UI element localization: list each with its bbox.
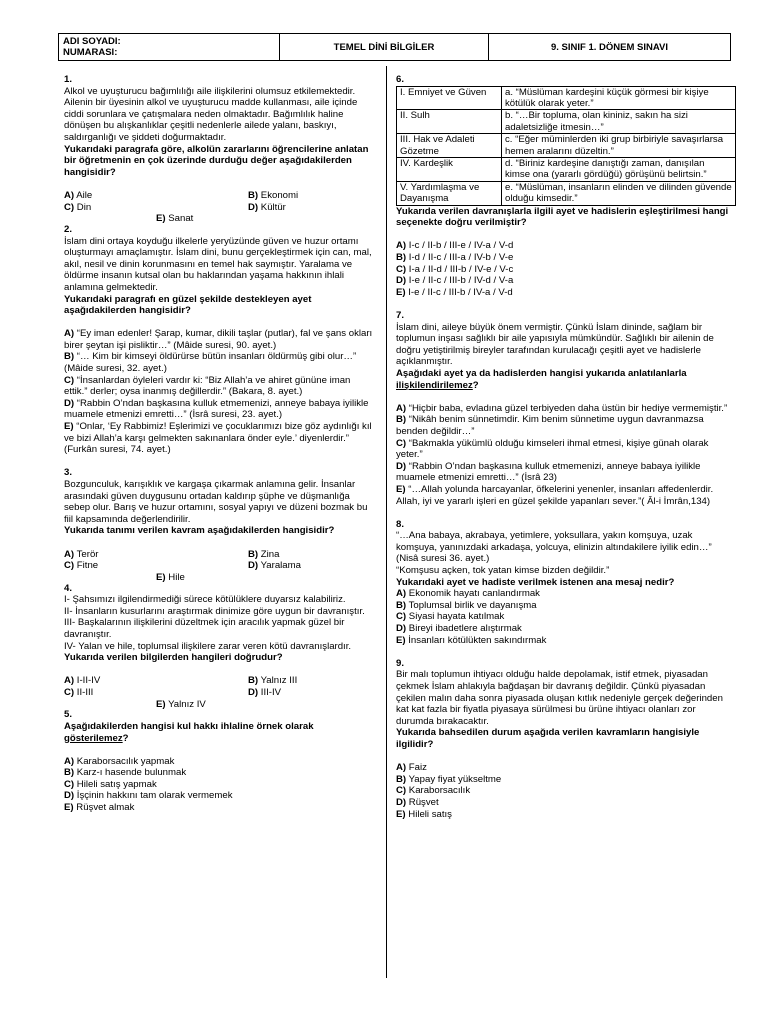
- option-c[interactable]: C) “Bakmakla yükümlü olduğu kimseleri ihmal etmesi, kişiye günah olarak yeter.”: [396, 437, 709, 461]
- option-e[interactable]: E) Rüşvet almak: [64, 802, 135, 814]
- table-cell: e. “Müslüman, insanların elinden ve dilinden güvende olduğu kimsedir.”: [502, 181, 736, 205]
- option-c[interactable]: C) I-a / II-d / III-b / IV-e / V-c: [396, 263, 514, 275]
- option-d[interactable]: D) Rüşvet: [396, 796, 439, 808]
- question-number: 6.: [396, 74, 405, 85]
- option-a[interactable]: A) Aile: [64, 189, 93, 201]
- option-b[interactable]: B) “Nikâh benim sünnetimdir. Kim benim sünnetime uygun davranmazsa benden değildir…”: [396, 414, 704, 437]
- option-b[interactable]: B) Karz-ı hasende bulunmak: [64, 767, 187, 779]
- question-3: [64, 467, 376, 582]
- exam-header: [58, 33, 731, 61]
- option-b[interactable]: B) Zina: [248, 548, 280, 560]
- statement-4: IV- Yalan ve hile, toplumsal ilişkilere zarar veren kötü davranışlardır.: [64, 640, 352, 652]
- right-column: [396, 74, 736, 820]
- table-cell: I. Emniyet ve Güven: [397, 86, 502, 110]
- question-prompt: Yukarıdaki paragrafa göre, alkolün zararlarını öğrencilerine anlatan bir öğretmenin en çok üzerinde durduğu değer aşağıdakilerden hangisidir?: [64, 143, 369, 178]
- option-c[interactable]: C) II-III: [64, 686, 94, 698]
- table-cell: a. “Müslüman kardeşini küçük görmesi bir kişiye kötülük olarak yeter.”: [502, 86, 736, 110]
- option-b[interactable]: B) Toplumsal birlik ve dayanışma: [396, 599, 537, 611]
- question-prompt: Yukarıda verilen davranışlarla ilgili ayet ve hadislerin eşleştirilmesi hangi seçenekte doğru verilmiştir?: [396, 205, 729, 229]
- option-c[interactable]: C) Din: [64, 201, 92, 213]
- table-cell: b. “…Bir topluma, olan kininiz, sakın ha sizi adaletsizliğe itmesin…”: [502, 110, 736, 134]
- table-row: [397, 110, 736, 134]
- question-prompt: Aşağıdaki ayet ya da hadislerden hangisi yukarıda anlatılanlarla ilişkilendirilemez?: [396, 367, 687, 391]
- option-d[interactable]: D) III-IV: [248, 686, 282, 698]
- table-cell: III. Hak ve Adaleti Gözetme: [397, 134, 502, 158]
- option-a[interactable]: A) “Hiçbir baba, evladına güzel terbiyeden daha üstün bir hediye vermemiştir.”: [396, 402, 728, 414]
- name-label: ADI SOYADI:: [63, 36, 121, 47]
- column-divider: [386, 66, 387, 978]
- option-a[interactable]: A) Terör: [64, 548, 99, 560]
- question-prompt: Yukarıdaki ayet ve hadiste verilmek istenen ana mesaj nedir?: [396, 576, 675, 588]
- table-row: [397, 86, 736, 110]
- question-number: 1.: [64, 74, 73, 85]
- table-cell: II. Sulh: [397, 110, 502, 134]
- option-a[interactable]: A) I-II-IV: [64, 675, 101, 687]
- question-text: “…Ana babaya, akrabaya, yetimlere, yoksullara, yakın komşuya, uzak komşuya, yanınızdaki arkadaşa, yolcuya, elinizin altındakilere iyilik edin…” (Nisâ suresi 36. ayet.): [396, 530, 712, 565]
- option-b[interactable]: B) Yalnız III: [248, 675, 298, 687]
- option-e[interactable]: E) Yalnız IV: [156, 698, 206, 710]
- option-d[interactable]: D) Yaralama: [248, 560, 301, 572]
- question-7: [396, 310, 736, 507]
- option-c[interactable]: C) Fitne: [64, 560, 99, 572]
- option-a[interactable]: A) Faiz: [396, 762, 427, 774]
- options-grid: [64, 675, 376, 709]
- option-b[interactable]: B) Yapay fiyat yükseltme: [396, 773, 502, 785]
- table-cell: V. Yardımlaşma ve Dayanışma: [397, 181, 502, 205]
- option-a[interactable]: A) I-c / II-b / III-e / IV-a / V-d: [396, 240, 514, 252]
- statement-2: II- İnsanların kusurlarını araştırmak dinimize göre uygun bir davranıştır.: [64, 605, 365, 617]
- statement-3: III- Başkalarının ilişkilerini düzeltmek için aracılık yapmak güzel bir davranıştır.: [64, 617, 345, 640]
- question-9: [396, 658, 736, 820]
- question-prompt: Aşağıdakilerden hangisi kul hakkı ihlaline örnek olarak gösterilemez?: [64, 720, 314, 744]
- table-cell: IV. Kardeşlik: [397, 158, 502, 182]
- option-a[interactable]: A) “Ey iman edenler! Şarap, kumar, dikili taşlar (putlar), fal ve şans okları birer şeytan işi pisliktir…” (Mâide suresi, 90. ayet.): [64, 328, 373, 351]
- question-number: 3.: [64, 467, 73, 479]
- question-text: İslam dini, aileye büyük önem vermiştir. Çünkü İslam dininde, sağlam bir toplumun inşası sağlıklı bir aile yapısıyla mümkündür. Sağlıklı bir ailenin de doğru yetiştirilmiş bireyler tarafından kurulacağı çeşitli ayet ve hadislerle açıklanmıştır.: [396, 321, 714, 368]
- table-cell: c. “Eğer müminlerden iki grup birbiriyle savaşırlarsa hemen aralarını düzeltin.”: [502, 134, 736, 158]
- question-text-2: “Komşusu açken, tok yatan kimse bizden değildir.”: [396, 565, 610, 577]
- question-prompt: Yukarıda tanımı verilen kavram aşağıdakilerden hangisidir?: [64, 525, 335, 537]
- number-label: NUMARASI:: [63, 47, 118, 58]
- options-grid: [64, 190, 376, 224]
- question-text: Alkol ve uyuşturucu bağımlılığı aile ilişkilerini olumsuz etkilemektedir. Ailenin bir üyesinin alkol ve uyuşturucu madde kullanması, aile içinde ciddi sorunlara ve çatışmalara neden olmaktadır. Bağımlılık haline dönüşen bu alışkanlıklar çeşitli nedenlerle ailede yalanı, baskıyı, saldırganlığı ve şiddeti doğurmaktadır.: [64, 85, 358, 143]
- option-b[interactable]: B) I-d / II-c / III-a / IV-b / V-e: [396, 252, 514, 264]
- option-e[interactable]: E) “…Allah yolunda harcayanlar, öfkelerini yenenler, insanları affedenlerdir. Allah, iyi ve yararlı işleri en güzel şekilde yapanları sever.”( Âl-i İmrân,134): [396, 483, 714, 507]
- question-6: [396, 74, 736, 298]
- option-a[interactable]: A) Ekonomik hayatı canlandırmak: [396, 588, 540, 600]
- option-c[interactable]: C) Karaborsacılık: [396, 785, 471, 797]
- option-a[interactable]: A) Karaborsacılık yapmak: [64, 755, 175, 767]
- option-e[interactable]: E) “Onlar, ‘Ey Rabbimiz! Eşlerimizi ve çocuklarımızı bize göz aydınlığı kıl ve bizi Allah’a karşı gelmekten sakınanlara önder eyle.’ diyenlerdir.” (Furkân suresi, 74. ayet.): [64, 421, 372, 456]
- question-2: [64, 224, 376, 456]
- matching-table: [396, 86, 736, 206]
- table-row: [397, 158, 736, 182]
- exam-title: 9. SINIF 1. DÖNEM SINAVI: [489, 34, 731, 61]
- table-cell: d. “Biriniz kardeşine danıştığı zaman, danışılan kimse ona (yararlı gördüğü) görüşünü belirtsin.”: [502, 158, 736, 182]
- question-8: [396, 519, 736, 647]
- table-row: [397, 134, 736, 158]
- option-b[interactable]: B) Ekonomi: [248, 189, 299, 201]
- question-1: [64, 74, 376, 224]
- statement-1: I- Şahsımızı ilgilendirmediği sürece kötülüklere duyarsız kalabiliriz.: [64, 594, 346, 606]
- question-number: 8.: [396, 518, 405, 530]
- question-number: 2.: [64, 223, 73, 235]
- option-e[interactable]: E) Hileli satış: [396, 808, 452, 820]
- question-number: 4.: [64, 582, 73, 594]
- question-text: Bir malı toplumun ihtiyacı olduğu halde depolamak, istif etmek, piyasadan çekmek İslam ahlakıyla bağdaşan bir davranış değildir. Çünkü piyasadan çekilen malın daha sonra piyasada oluşan kıtlık nedeniyle gerçek değerinden kat kat fazla bir fiyatla piyasaya sürülmesi bu ürüne ihtiyacı olanları zor durumda bırakacaktır.: [396, 669, 723, 727]
- options-grid: [64, 549, 376, 583]
- left-column: [64, 74, 376, 814]
- option-e[interactable]: E) I-e / II-c / III-b / IV-a / V-d: [396, 286, 513, 298]
- option-c[interactable]: C) “İnsanlardan öyleleri vardır ki: “Biz Allah’a ve ahiret gününe iman ettik.” derler; oysa inanmış değillerdir.” (Bakara, 8. ayet.): [64, 374, 351, 398]
- option-c[interactable]: C) Siyasi hayata katılmak: [396, 611, 505, 623]
- question-number: 7.: [396, 310, 405, 321]
- option-d[interactable]: D) Bireyi ibadetlere alıştırmak: [396, 623, 522, 635]
- question-text: İslam dini ortaya koyduğu ilkelerle yeryüzünde güven ve huzur ortamı oluşturmayı amaçlamıştır. İslam dini, bunu gerçekleştirmek için can, mal, akıl, nesil ve dinin korunmasını en temel hak saymıştır. Yaralama ve öldürme insanın kutsal olan bu haklarından yaşama hakkının ihlali anlamına gelmektedir.: [64, 235, 372, 293]
- option-d[interactable]: D) Kültür: [248, 201, 286, 213]
- option-b[interactable]: B) “… Kim bir kimseyi öldürürse bütün insanları öldürmüş gibi olur…” (Mâide suresi, 32. ayet.): [64, 351, 357, 375]
- table-row: [397, 181, 736, 205]
- option-e[interactable]: E) Hile: [156, 571, 185, 583]
- question-number: 5.: [64, 709, 73, 721]
- option-d[interactable]: D) I-e / II-c / III-b / IV-d / V-a: [396, 275, 514, 287]
- option-e[interactable]: E) Sanat: [156, 213, 194, 225]
- option-d[interactable]: D) “Rabbin O’ndan başkasına kulluk etmemenizi, anneye babaya iyilikle muamele etmenizi emretti…” (İsrâ suresi, 23. ayet.): [64, 397, 369, 421]
- question-text: Bozgunculuk, karışıklık ve kargaşa çıkarmak anlamına gelir. İnsanlar arasındaki güven duygusunu ortadan kaldırıp şüphe ve düşmanlığa sebep olur. Barış ve huzur ortamını, sosyal yapıyı ve düzeni bozmak bu fiil kapsamında değerlendirilir.: [64, 479, 368, 525]
- student-info-cell: [59, 34, 280, 61]
- course-title: TEMEL DİNİ BİLGİLER: [280, 34, 489, 61]
- question-5: [64, 709, 376, 813]
- option-c[interactable]: C) Hileli satış yapmak: [64, 778, 157, 790]
- question-prompt: Yukarıda verilen bilgilerden hangileri doğrudur?: [64, 652, 283, 664]
- question-prompt: Yukarıdaki paragrafı en güzel şekilde destekleyen ayet aşağıdakilerden hangisidir?: [64, 293, 312, 317]
- question-prompt: Yukarıda bahsedilen durum aşağıda verilen kavramların hangisiyle ilgilidir?: [396, 727, 700, 750]
- option-e[interactable]: E) İnsanları kötülükten sakındırmak: [396, 634, 547, 646]
- question-number: 9.: [396, 657, 405, 669]
- option-d[interactable]: D) İşçinin hakkını tam olarak vermemek: [64, 790, 233, 802]
- question-4: [64, 583, 376, 710]
- option-d[interactable]: D) “Rabbin O’ndan başkasına kulluk etmemenizi, anneye babaya iyilikle muamele etmenizi emretti…” (İsrâ 23): [396, 460, 701, 484]
